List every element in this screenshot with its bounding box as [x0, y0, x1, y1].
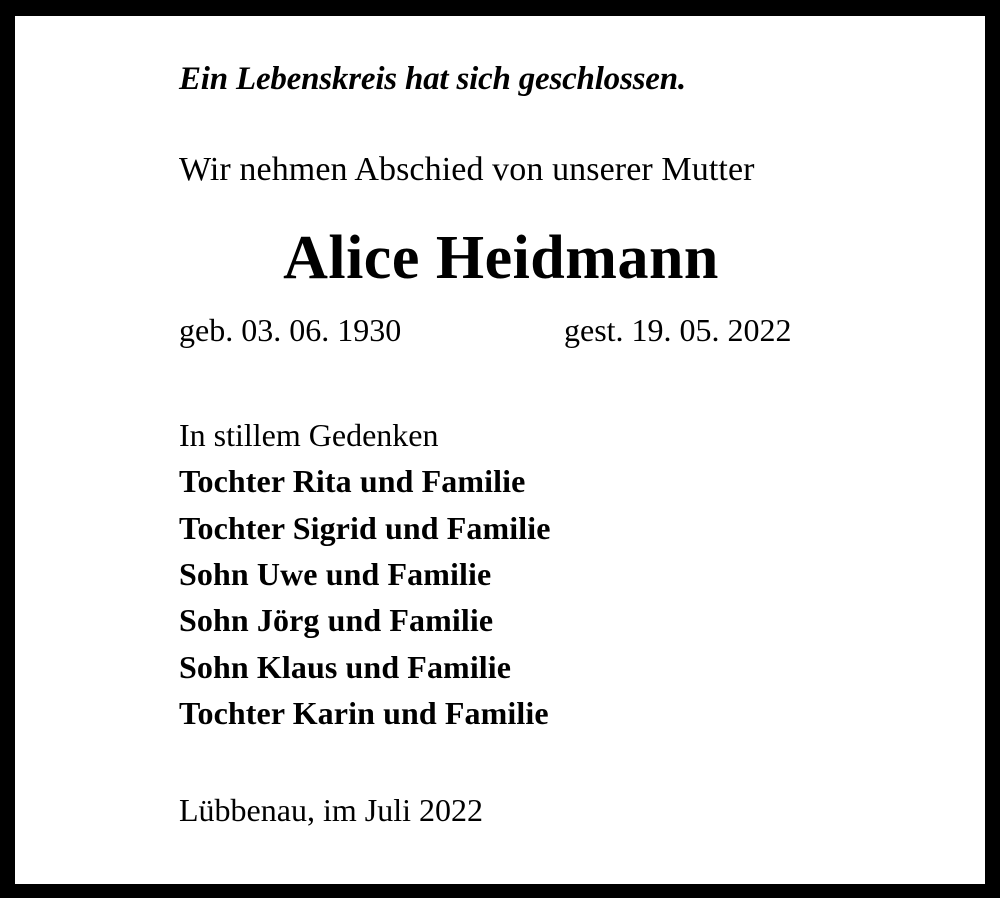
obituary-content — [15, 16, 985, 829]
list-item: Sohn Jörg und Familie — [179, 602, 494, 639]
birth-date: geb. 03. 06. 1930 — [179, 312, 402, 349]
list-item: Sohn Uwe und Familie — [179, 556, 492, 593]
place-and-date: Lübbenau, im Juli 2022 — [179, 791, 483, 828]
intro-line: Wir nehmen Abschied von unserer Mutter — [179, 150, 755, 188]
memoriam-lead: In stillem Gedenken — [179, 416, 439, 453]
list-item: Tochter Rita und Familie — [179, 463, 526, 500]
list-item: Tochter Karin und Familie — [179, 695, 549, 732]
deceased-name: Alice Heidmann — [283, 224, 719, 293]
memoriam-block — [179, 412, 985, 737]
life-dates — [179, 311, 985, 349]
death-date: gest. 19. 05. 2022 — [564, 312, 792, 349]
obituary-notice-card — [15, 16, 985, 884]
list-item: Sohn Klaus und Familie — [179, 648, 512, 685]
opening-line: Ein Lebenskreis hat sich geschlossen. — [179, 61, 686, 97]
list-item: Tochter Sigrid und Familie — [179, 509, 551, 546]
